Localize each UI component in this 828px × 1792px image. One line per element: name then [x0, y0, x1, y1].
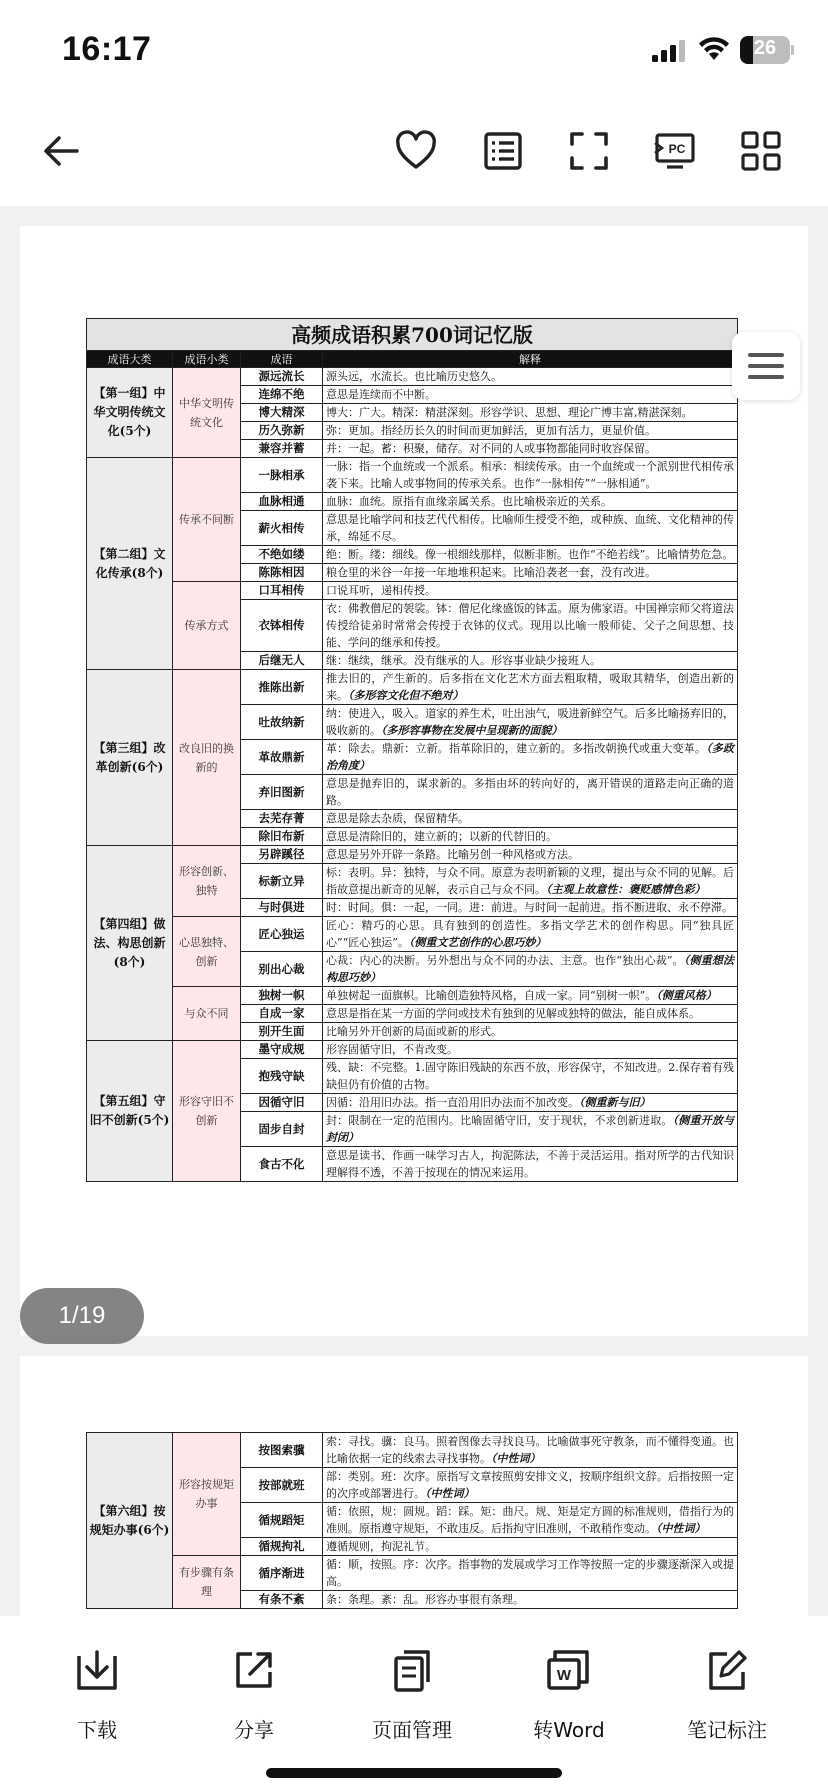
- subgroup-name: 传承不间断: [173, 458, 241, 582]
- idiom-cell: 自成一家: [241, 1005, 323, 1023]
- explanation-cell: [323, 1023, 738, 1041]
- emphasis-note: （侧重新与旧）: [579, 1096, 651, 1109]
- group-name: 【第五组】守旧不创新(5个): [87, 1041, 173, 1182]
- word-icon: [545, 1646, 593, 1694]
- explanation-cell: [323, 1059, 738, 1094]
- explanation-text: 单独树起一面旗帜。比喻创造独特风格，自成一家。同“别树一帜”。: [326, 989, 657, 1002]
- emphasis-note: （中性词）: [491, 1452, 541, 1465]
- idiom-cell: 别开生面: [241, 1023, 323, 1041]
- emphasis-note: （多政治角度）: [326, 742, 735, 772]
- explanation-text: 部：类别。班：次序。原指写文章按照剪安排文义，按顺序组织文辞。后指按照一定的次序或部署进行。: [326, 1470, 734, 1500]
- explanation-cell: [323, 458, 738, 493]
- explanation-text: 并：一起。蓄：积聚，储存。对不同的人或事物都能同时收容保留。: [326, 442, 656, 455]
- table-row: [87, 368, 738, 386]
- to-word-button[interactable]: [504, 1646, 634, 1743]
- subgroup-name: 形容创新、独特: [173, 846, 241, 917]
- explanation-cell: [323, 740, 738, 775]
- document-page-1: [20, 226, 808, 1336]
- document-title: 高频成语积累700词记忆版: [87, 319, 738, 351]
- pc-screen-icon[interactable]: [648, 124, 702, 178]
- explanation-cell: [323, 705, 738, 740]
- explanation-text: 意思是另外开辟一条路。比喻另创一种风格或方法。: [326, 848, 579, 861]
- download-button[interactable]: [32, 1646, 162, 1743]
- explanation-cell: [323, 511, 738, 546]
- idiom-cell: 按部就班: [241, 1468, 323, 1503]
- explanation-cell: [323, 600, 738, 652]
- idiom-cell: 抱残守缺: [241, 1059, 323, 1094]
- explanation-cell: [323, 1591, 738, 1609]
- explanation-text: 意思是除去杂质，保留精华。: [326, 812, 469, 825]
- idiom-cell: 与时俱进: [241, 899, 323, 917]
- svg-text:W: W: [556, 1667, 572, 1684]
- explanation-cell: [323, 1433, 738, 1468]
- group-name: 【第四组】做法、构思创新(8个): [87, 846, 173, 1041]
- explanation-text: 因循：沿用旧办法。指一直沿用旧办法而不加改变。: [326, 1096, 579, 1109]
- explanation-text: 弥：更加。指经历长久的时间而更加鲜活，更加有活力，更显价值。: [326, 424, 656, 437]
- idiom-cell: 不绝如缕: [241, 546, 323, 564]
- idiom-cell: 弃旧图新: [241, 775, 323, 810]
- explanation-cell: [323, 404, 738, 422]
- explanation-text: 封：限制在一定的范围内。比喻固循守旧，安于现状，不求创新进取。: [326, 1114, 673, 1127]
- explanation-cell: [323, 1041, 738, 1059]
- explanation-text: 粮仓里的米谷一年接一年地堆积起来。比喻沿袭老一套，没有改进。: [326, 566, 656, 579]
- explanation-text: 意思是读书、作画一味学习古人，拘泥陈法，不善于灵活运用。指对所学的古代知识理解得不透，不善于按现在的情况来运用。: [326, 1149, 734, 1179]
- explanation-text: 心裁：内心的决断。另外想出与众不同的办法、主意。也作“独出心裁”。: [326, 954, 684, 967]
- explanation-cell: [323, 1556, 738, 1591]
- battery-level: 26: [753, 37, 777, 59]
- subgroup-name: 与众不同: [173, 987, 241, 1041]
- explanation-cell: [323, 1112, 738, 1147]
- idiom-cell: 除旧布新: [241, 828, 323, 846]
- note-annotate-button[interactable]: [662, 1646, 792, 1743]
- explanation-text: 遵循规则，拘泥礼节。: [326, 1540, 436, 1553]
- explanation-cell: [323, 987, 738, 1005]
- idiom-table: [86, 318, 738, 1182]
- table-row: [87, 987, 738, 1005]
- grid-icon[interactable]: [734, 124, 788, 178]
- explanation-text: 博大：广大。精深：精湛深刻。形容学识、思想、理论广博丰富,精湛深刻。: [326, 406, 693, 419]
- idiom-cell: 陈陈相因: [241, 564, 323, 582]
- idiom-cell: 吐故纳新: [241, 705, 323, 740]
- explanation-cell: [323, 810, 738, 828]
- idiom-cell: 博大精深: [241, 404, 323, 422]
- emphasis-note: （侧重开放与封闭）: [326, 1114, 735, 1144]
- status-bar: [0, 0, 828, 96]
- wifi-icon: [698, 36, 730, 62]
- download-icon: [73, 1646, 121, 1694]
- subgroup-name: 形容按规矩办事: [173, 1433, 241, 1556]
- explanation-cell: [323, 546, 738, 564]
- idiom-cell: 有条不紊: [241, 1591, 323, 1609]
- explanation-text: 继：继续，继承。没有继承的人。形容事业缺少接班人。: [326, 654, 601, 667]
- idiom-cell: 食古不化: [241, 1147, 323, 1182]
- explanation-cell: [323, 828, 738, 846]
- document-viewer[interactable]: [0, 206, 828, 1616]
- bottom-bar: [0, 1616, 828, 1792]
- explanation-cell: [323, 493, 738, 511]
- explanation-cell: [323, 386, 738, 404]
- idiom-cell: 循规拘礼: [241, 1538, 323, 1556]
- explanation-cell: [323, 422, 738, 440]
- heart-icon[interactable]: [389, 124, 443, 178]
- document-page-2: [20, 1356, 808, 1616]
- explanation-text: 纳：使进入，吸入。道家的养生术，吐出浊气，吸进新鲜空气。后多比喻扬弃旧的，吸收新的。: [326, 707, 734, 737]
- edit-note-icon: [703, 1646, 751, 1694]
- explanation-text: 意思是抛弃旧的，谋求新的。多指由坏的转向好的，离开错误的道路走向正确的道路。: [326, 777, 734, 807]
- explanation-text: 绝：断。缕：细线。像一根细线那样，似断非断。也作“不绝若线”。比喻情势危急。: [326, 548, 734, 561]
- explanation-text: 口说耳听，递相传授。: [326, 584, 436, 597]
- explanation-cell: [323, 775, 738, 810]
- share-icon: [230, 1646, 278, 1694]
- explanation-cell: [323, 917, 738, 952]
- note-annotate-label: 笔记标注: [687, 1718, 767, 1742]
- back-arrow-icon[interactable]: [34, 124, 88, 178]
- column-header: 解释: [323, 351, 738, 368]
- idiom-cell: 固步自封: [241, 1112, 323, 1147]
- explanation-cell: [323, 368, 738, 386]
- group-name: 【第六组】按规矩办事(6个): [87, 1433, 173, 1609]
- idiom-cell: 推陈出新: [241, 670, 323, 705]
- explanation-text: 一脉：指一个血统或一个派系。相承：相续传承。由一个血统或一个派别世代相传承袭下来。比喻人或事物间的传承关系。也作“一脉相传”“一脉相通”。: [326, 460, 734, 490]
- emphasis-note: （中性词）: [656, 1522, 706, 1535]
- subgroup-name: 传承方式: [173, 582, 241, 670]
- column-header: 成语小类: [173, 351, 241, 368]
- emphasis-note: （多形容文化但不绝对）: [348, 689, 464, 702]
- explanation-cell: [323, 899, 738, 917]
- idiom-cell: 衣钵相传: [241, 600, 323, 652]
- explanation-text: 标：表明。异：独特，与众不同。原意为表明新颖的义理，提出与众不同的见解。后指故意提出新奇的见解，表示自己与众不同。: [326, 866, 734, 896]
- idiom-cell: 独树一帜: [241, 987, 323, 1005]
- explanation-cell: [323, 1538, 738, 1556]
- explanation-cell: [323, 670, 738, 705]
- idiom-cell: 按图索骥: [241, 1433, 323, 1468]
- table-row: [87, 846, 738, 864]
- idiom-cell: 因循守旧: [241, 1094, 323, 1112]
- emphasis-note: （中性词）: [425, 1487, 475, 1500]
- explanation-cell: [323, 952, 738, 987]
- subgroup-name: 改良旧的换新的: [173, 670, 241, 846]
- idiom-cell: 墨守成规: [241, 1041, 323, 1059]
- explanation-text: 血脉：血统。原指有血缘亲属关系。也比喻极亲近的关系。: [326, 495, 612, 508]
- explanation-cell: [323, 1147, 738, 1182]
- idiom-cell: 兼容并蓄: [241, 440, 323, 458]
- subgroup-name: 有步骤有条理: [173, 1556, 241, 1609]
- group-name: 【第一组】中华文明传统文化(5个): [87, 368, 173, 458]
- explanation-text: 意思是连续而不中断。: [326, 388, 436, 401]
- explanation-cell: [323, 864, 738, 899]
- status-time: 16:17: [62, 30, 152, 68]
- explanation-cell: [323, 1005, 738, 1023]
- explanation-cell: [323, 1503, 738, 1538]
- table-row: [87, 917, 738, 952]
- subgroup-name: 中华文明传统文化: [173, 368, 241, 458]
- list-icon[interactable]: [476, 124, 530, 178]
- group-name: 【第三组】改革创新(6个): [87, 670, 173, 846]
- share-label: 分享: [234, 1718, 274, 1742]
- idiom-cell: 血脉相通: [241, 493, 323, 511]
- idiom-cell: 标新立异: [241, 864, 323, 899]
- explanation-text: 比喻另外开创新的局面或新的形式。: [326, 1025, 502, 1038]
- emphasis-note: （侧重风格）: [656, 989, 717, 1002]
- explanation-text: 循：顺，按照。序：次序。指事物的发展或学习工作等按照一定的步骤逐渐深入或提高。: [326, 1558, 734, 1588]
- explanation-cell: [323, 582, 738, 600]
- page-manage-button[interactable]: [347, 1646, 477, 1743]
- explanation-cell: [323, 564, 738, 582]
- idiom-cell: 循规蹈矩: [241, 1503, 323, 1538]
- download-label: 下载: [77, 1718, 117, 1742]
- explanation-text: 意思是清除旧的，建立新的；以新的代替旧的。: [326, 830, 557, 843]
- idiom-table: [86, 1432, 738, 1609]
- explanation-text: 残、缺：不完整。1.固守陈旧残缺的东西不放，形容保守，不知改进。2.保存着有残缺但仍有价值的古物。: [326, 1061, 734, 1091]
- explanation-cell: [323, 652, 738, 670]
- idiom-cell: 另辟蹊径: [241, 846, 323, 864]
- idiom-cell: 连绵不绝: [241, 386, 323, 404]
- explanation-text: 循：依照，规：圆规。蹈：踩。矩：曲尺。规、矩是定方圆的标准规则，借指行为的准则。原指遵守规矩，不敢违反。后指拘守旧准则，不敢稍作变动。: [326, 1505, 734, 1535]
- idiom-cell: 别出心裁: [241, 952, 323, 987]
- page-manage-label: 页面管理: [372, 1718, 452, 1742]
- emphasis-note: （侧重文艺创作的心思巧妙）: [408, 936, 547, 949]
- idiom-cell: 革故鼎新: [241, 740, 323, 775]
- explanation-cell: [323, 846, 738, 864]
- idiom-cell: 口耳相传: [241, 582, 323, 600]
- pages-icon: [388, 1646, 436, 1694]
- table-row: [87, 1041, 738, 1059]
- idiom-cell: 一脉相承: [241, 458, 323, 493]
- table-row: [87, 1433, 738, 1468]
- idiom-cell: 匠心独运: [241, 917, 323, 952]
- explanation-text: 推去旧的，产生新的。后多指在文化艺术方面去粗取精，吸取其精华，创造出新的来。: [326, 672, 734, 702]
- explanation-text: 匠心：精巧的心思。具有独到的创造性。多指文学艺术的创作构思。同“独具匠心”“匠心独运”。: [326, 919, 734, 949]
- explanation-cell: [323, 1094, 738, 1112]
- explanation-text: 源头远，水流长。也比喻历史悠久。: [326, 370, 502, 383]
- explanation-text: 革：除去。鼎新：立新。指革除旧的，建立新的。多指改朝换代或重大变革。: [326, 742, 707, 755]
- explanation-cell: [323, 440, 738, 458]
- fullscreen-icon[interactable]: [562, 124, 616, 178]
- to-word-label: 转Word: [533, 1718, 605, 1742]
- side-menu-handle[interactable]: [732, 332, 800, 400]
- explanation-text: 意思是指在某一方面的学问或技术有独到的见解或独特的做法，能自成体系。: [326, 1007, 700, 1020]
- top-toolbar: [0, 96, 828, 206]
- share-button[interactable]: [189, 1646, 319, 1743]
- table-row: [87, 670, 738, 705]
- column-header: 成语大类: [87, 351, 173, 368]
- table-row: [87, 1556, 738, 1591]
- idiom-cell: 源远流长: [241, 368, 323, 386]
- explanation-text: 意思是比喻学问和技艺代代相传。比喻师生授受不绝，或种族、血统、文化精神的传承，绵延不尽。: [326, 513, 734, 543]
- svg-text:PC: PC: [668, 142, 686, 156]
- explanation-text: 衣：佛教僧尼的袈裟。钵：僧尼化缘盛饭的钵盂。原为佛家语。中国禅宗师父将道法传授给徒弟时常常会传授于衣钵的仪式。现用以比喻一般师徒、父子之间思想、技能、学问的继承和传授。: [326, 602, 734, 649]
- idiom-cell: 历久弥新: [241, 422, 323, 440]
- explanation-cell: [323, 1468, 738, 1503]
- explanation-text: 条：条理。紊：乱。形容办事很有条理。: [326, 1593, 524, 1606]
- home-indicator: [266, 1768, 562, 1778]
- group-name: 【第二组】文化传承(8个): [87, 458, 173, 670]
- battery-icon: [740, 36, 794, 64]
- emphasis-note: （主观上故意性：褒贬感情色彩）: [546, 883, 706, 896]
- subgroup-name: 形容守旧不创新: [173, 1041, 241, 1182]
- explanation-text: 形容固循守旧，不肯改变。: [326, 1043, 458, 1056]
- cellular-signal-icon: [652, 40, 686, 62]
- page-indicator: 1/19: [20, 1288, 144, 1344]
- table-row: [87, 458, 738, 493]
- explanation-text: 索：寻找。骥：良马。照着图像去寻找良马。比喻做事死守教条，而不懂得变通。也比喻依据一定的线索去寻找事物。: [326, 1435, 734, 1465]
- table-row: [87, 582, 738, 600]
- idiom-cell: 薪火相传: [241, 511, 323, 546]
- idiom-cell: 循序渐进: [241, 1556, 323, 1591]
- explanation-text: 时：时间。俱：一起，一同。进：前进。与时间一起前进。指不断进取、永不停滞。: [326, 901, 733, 914]
- emphasis-note: （侧重想法构思巧妙）: [326, 954, 735, 984]
- emphasis-note: （多形容事物在发展中呈现新的面貌）: [381, 724, 563, 737]
- idiom-cell: 去芜存菁: [241, 810, 323, 828]
- column-header: 成语: [241, 351, 323, 368]
- subgroup-name: 心思独特、创新: [173, 917, 241, 987]
- idiom-cell: 后继无人: [241, 652, 323, 670]
